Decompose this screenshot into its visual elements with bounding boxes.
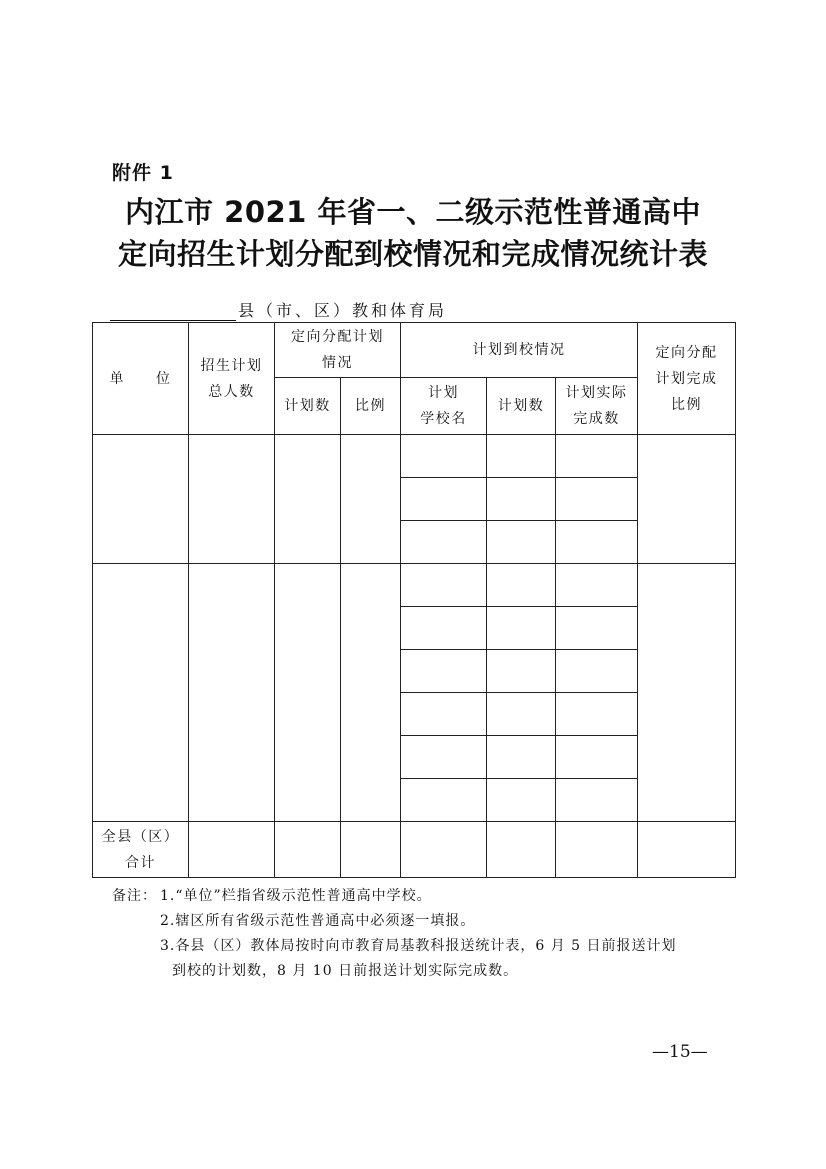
table-row xyxy=(93,564,736,607)
cell-unit[interactable] xyxy=(93,435,189,564)
total-enroll-total[interactable] xyxy=(189,822,275,878)
cell-school-name[interactable] xyxy=(401,779,487,822)
total-school-name[interactable] xyxy=(401,822,487,878)
cell-enroll-total[interactable] xyxy=(189,435,275,564)
cell-actual-completed[interactable] xyxy=(556,779,638,822)
total-row xyxy=(93,822,736,878)
cell-plan-count[interactable] xyxy=(275,564,341,822)
notes-section xyxy=(112,884,677,984)
header-plan-count-2: 计划数 xyxy=(487,378,556,435)
cell-school-plan-count[interactable] xyxy=(487,650,556,693)
cell-school-name[interactable] xyxy=(401,435,487,478)
note-item: 1.“单位”栏指省级示范性普通高中学校。 xyxy=(160,888,432,904)
cell-actual-completed[interactable] xyxy=(556,521,638,564)
cell-actual-completed[interactable] xyxy=(556,693,638,736)
total-ratio[interactable] xyxy=(341,822,401,878)
total-completion-ratio[interactable] xyxy=(638,822,736,878)
cell-school-plan-count[interactable] xyxy=(487,693,556,736)
header-enroll-total: 招生计划 总人数 xyxy=(189,323,275,435)
document-title-line1: 内江市 2021 年省一、二级示范性普通高中 xyxy=(125,195,701,229)
cell-school-name[interactable] xyxy=(401,650,487,693)
table-row xyxy=(93,435,736,478)
cell-school-name[interactable] xyxy=(401,607,487,650)
cell-unit[interactable] xyxy=(93,564,189,822)
note-item: 到校的计划数，8 月 10 日前报送计划实际完成数。 xyxy=(172,963,519,979)
cell-completion-ratio[interactable] xyxy=(638,435,736,564)
cell-school-plan-count[interactable] xyxy=(487,779,556,822)
cell-plan-count[interactable] xyxy=(275,435,341,564)
statistics-table xyxy=(92,322,736,878)
cell-completion-ratio[interactable] xyxy=(638,564,736,822)
cell-enroll-total[interactable] xyxy=(189,564,275,822)
cell-school-plan-count[interactable] xyxy=(487,564,556,607)
notes-label: 备注： xyxy=(112,888,157,904)
bureau-line xyxy=(110,298,447,321)
cell-school-name[interactable] xyxy=(401,736,487,779)
total-school-plan-count[interactable] xyxy=(487,822,556,878)
note-item: 3.各县（区）教体局按时向市教育局基教科报送统计表，6 月 5 日前报送计划 xyxy=(160,938,677,954)
cell-school-plan-count[interactable] xyxy=(487,478,556,521)
header-unit: 单 位 xyxy=(93,323,189,435)
document-title-line2: 定向招生计划分配到校情况和完成情况统计表 xyxy=(117,237,708,271)
total-actual-completed[interactable] xyxy=(556,822,638,878)
total-row-label: 全县（区） 合计 xyxy=(93,822,189,878)
attachment-label: 附件 1 xyxy=(112,162,174,184)
header-plan-school-name: 计划 学校名 xyxy=(401,378,487,435)
header-actual-completed: 计划实际 完成数 xyxy=(556,378,638,435)
total-plan-count[interactable] xyxy=(275,822,341,878)
cell-school-plan-count[interactable] xyxy=(487,521,556,564)
cell-ratio[interactable] xyxy=(341,435,401,564)
cell-school-name[interactable] xyxy=(401,521,487,564)
header-plan-to-school: 计划到校情况 xyxy=(401,323,638,378)
cell-school-name[interactable] xyxy=(401,478,487,521)
header-plan-count: 计划数 xyxy=(275,378,341,435)
cell-actual-completed[interactable] xyxy=(556,435,638,478)
cell-actual-completed[interactable] xyxy=(556,736,638,779)
cell-actual-completed[interactable] xyxy=(556,607,638,650)
header-ratio: 比例 xyxy=(341,378,401,435)
header-directed-allocation: 定向分配计划 情况 xyxy=(275,323,401,378)
bureau-blank-field[interactable] xyxy=(110,302,236,321)
cell-school-name[interactable] xyxy=(401,564,487,607)
cell-school-plan-count[interactable] xyxy=(487,607,556,650)
header-completion-ratio: 定向分配 计划完成 比例 xyxy=(638,323,736,435)
cell-ratio[interactable] xyxy=(341,564,401,822)
cell-actual-completed[interactable] xyxy=(556,564,638,607)
page-number: —15— xyxy=(652,1042,708,1062)
cell-actual-completed[interactable] xyxy=(556,478,638,521)
cell-actual-completed[interactable] xyxy=(556,650,638,693)
cell-school-plan-count[interactable] xyxy=(487,736,556,779)
cell-school-plan-count[interactable] xyxy=(487,435,556,478)
cell-school-name[interactable] xyxy=(401,693,487,736)
note-item: 2.辖区所有省级示范性普通高中必须逐一填报。 xyxy=(160,913,476,929)
bureau-label: 县（市、区）教和体育局 xyxy=(238,301,448,320)
